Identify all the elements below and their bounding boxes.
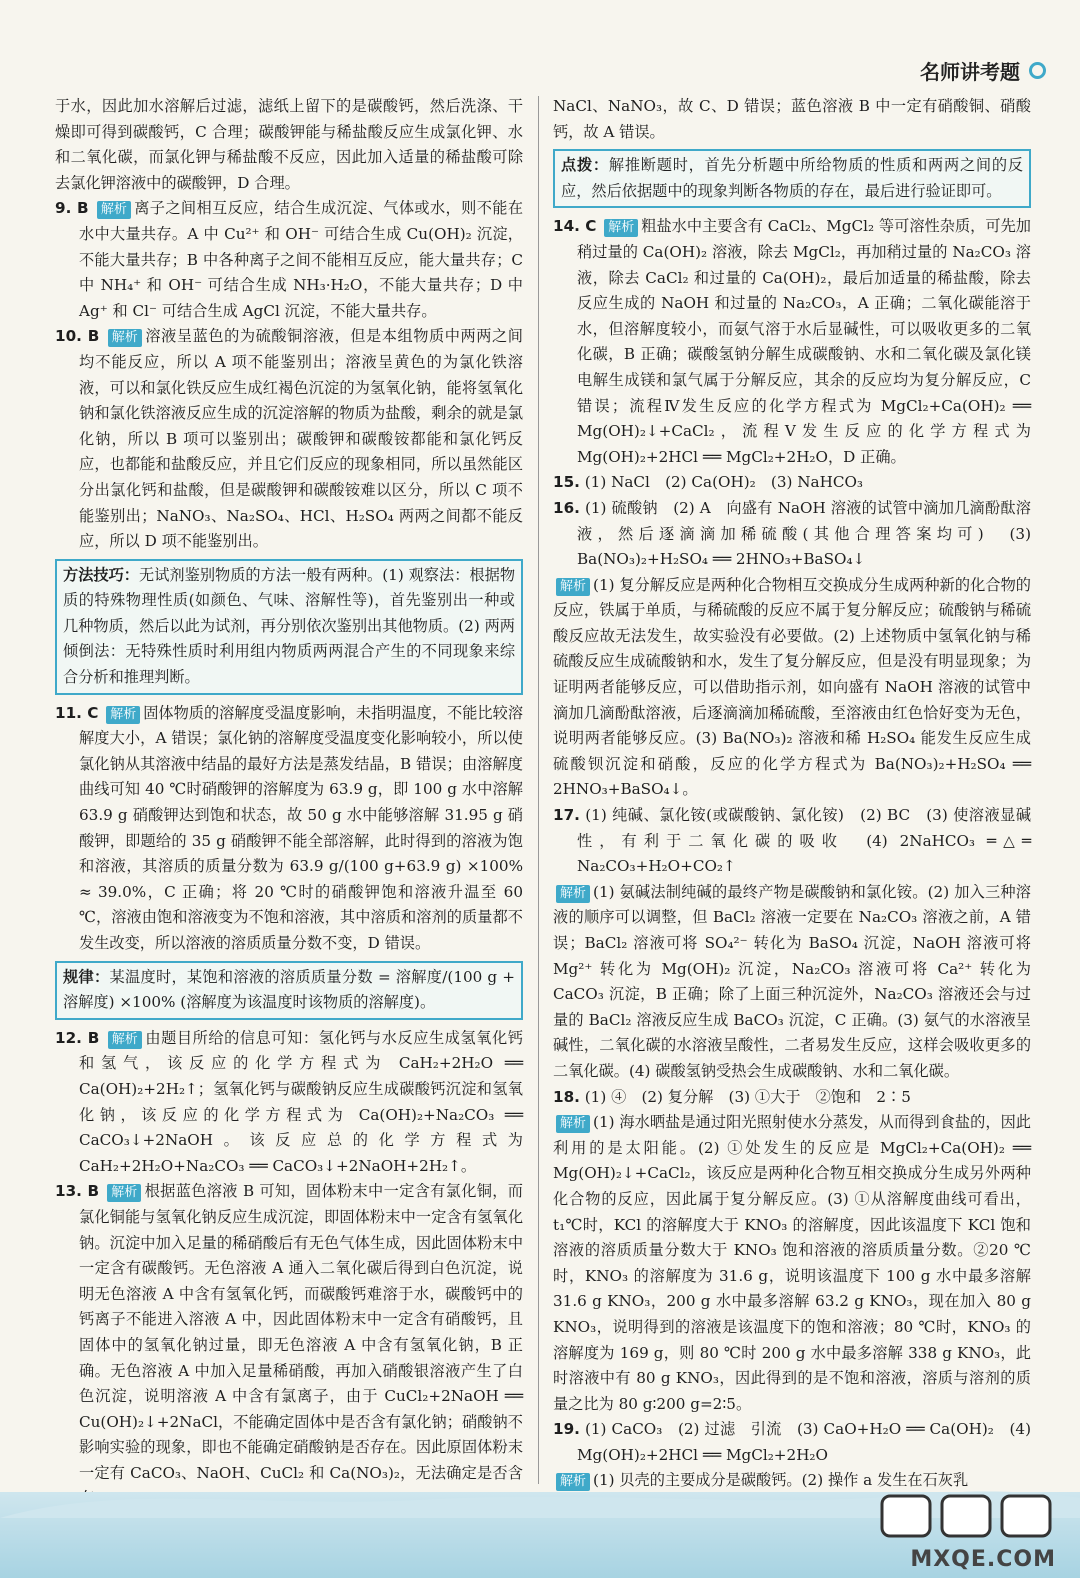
paragraph-text: (1) 海水晒盐是通过阳光照射使水分蒸发，从而得到食盐的，因此利用的是太阳能。(2) ①处发生的反应是 MgCl₂+Ca(OH)₂ ══ Mg(OH)₂↓+CaCl₂，该反应是两种化合物互相交换成分生成另外两种化合物的反应，因此属于复分解反应。(3) ①从溶解度曲线可看出，t₁℃时，KCl 的溶解度大于 KNO₃ 的溶解度，因此该温度下 KCl 饱和溶液的溶质质量分数大于 KNO₃ 饱和溶液的溶质质量分数。②20 ℃时，KNO₃ 的溶解度为 31.6 g，说明该温度下 100 g 水中最多溶解 31.6 g KNO₃，200 g 水中最多溶解 63.2 g KNO₃，现在加入 80 g KNO₃，说明得到的溶液是该温度下的饱和溶液；80 ℃时，KNO₃ 的溶解度为 169 g，则 80 ℃时 200 g 水中最多溶解 338 g KNO₃，此时溶液中有 80 g KNO₃，因此得到的是不饱和溶液，溶质与溶剂的质量之比为 80 g∶200 g=2∶5。	[553, 1113, 1031, 1413]
analysis-tag: 解析	[556, 885, 590, 903]
page-header	[0, 0, 1080, 96]
question-item	[55, 196, 523, 324]
question-item	[55, 701, 523, 957]
question-number: 18.	[553, 1087, 580, 1106]
question-number: 13. B	[55, 1182, 100, 1201]
paragraph-text: (1) ④ (2) 复分解 (3) ①大于 ②饱和 2∶5	[584, 1087, 911, 1106]
analysis-tag: 解析	[604, 219, 638, 237]
question-number: 19.	[553, 1420, 580, 1439]
analysis-tag: 解析	[556, 1115, 590, 1133]
paragraph-text: 根据蓝色溶液 B 可知，固体粉末中一定含有氯化铜，而氯化铜能与氢氧化钠反应生成沉淀，即固体粉末中一定含有氢氧化钠。沉淀中加入足量的稀硝酸后有无色气体生成，因此固体粉末中一定含有碳酸钙。无色溶液 A 通入二氧化碳后得到白色沉淀，说明无色溶液 A 中含有氢氧化钙，而碳酸钙难溶于水，碳酸钙中的钙离子不能进入溶液 A 中，因此固体粉末中一定含有硝酸钙，且固体中的氢氧化钠过量，即无色溶液 A 中含有氢氧化钠，B 正确。无色溶液 A 中加入足量稀硝酸，再加入硝酸银溶液产生了白色沉淀，说明溶液 A 中含有氯离子，由于 CuCl₂+2NaOH ══ Cu(OH)₂↓+2NaCl，不能确定固体中是否含有氯化钠；硝酸钠不影响实验的现象，即也不能确定硝酸钠是否存在。因此原固体粉末一定有 CaCO₃、NaOH、CuCl₂ 和 Ca(NO₃)₂，无法确定是否含	[79, 1182, 523, 1482]
tip-label: 点拨：	[561, 156, 609, 175]
tip-box	[553, 149, 1031, 208]
analysis-tag: 解析	[107, 1184, 141, 1202]
analysis-tag: 解析	[97, 201, 131, 219]
analysis-tag: 解析	[556, 578, 590, 596]
question-number: 17.	[553, 806, 580, 825]
tip-text: 某温度时，某饱和溶液的溶质质量分数 = 溶解度/(100 g + 溶解度) ×100% (溶解度为该温度时该物质的溶解度)。	[63, 967, 516, 1012]
question-number: 12. B	[55, 1028, 100, 1047]
paragraph	[553, 573, 1031, 803]
analysis-tag: 解析	[108, 1031, 142, 1049]
left-column	[55, 94, 523, 1484]
question-item	[553, 1085, 1031, 1111]
paragraph-text: (1) CaCO₃ (2) 过滤 引流 (3) CaO+H₂O ══ Ca(OH)₂ (4) Mg(OH)₂+2HCl ══ MgCl₂+2H₂O	[577, 1420, 1031, 1464]
circle-icon	[1029, 62, 1046, 79]
question-number: 14. C	[553, 217, 597, 236]
tip-text: 解推断题时，首先分析题中所给物质的性质和两两之间的反应，然后依据题中的现象判断各物质的存在，最后进行验证即可。	[561, 156, 1024, 200]
paragraph-text: 由题目所给的信息可知：氢化钙与水反应生成氢氧化钙和氢气，该反应的化学方程式为 CaH₂+2H₂O ══ Ca(OH)₂+2H₂↑；氢氧化钙与碳酸钠反应生成碳酸钙沉淀和氢氧化钠，该反应的化学方程式为 Ca(OH)₂+Na₂CO₃ ══ CaCO₃↓+2NaOH。该反应总的化学方程式为 CaH₂+2H₂O+Na₂CO₃ ══ CaCO₃↓+2NaOH+2H₂↑。	[79, 1028, 523, 1175]
question-item	[553, 1417, 1031, 1468]
paragraph-text: (1) 复分解反应是两种化合物相互交换成分生成两种新的化合物的反应，铁属于单质，与稀硫酸的反应不属于复分解反应；硫酸钠与稀硫酸反应故无法发生，故实验没有必要做。(2) 上述物质中氢氧化钠与稀硫酸反应生成硫酸钠和水，发生了复分解反应，但是没有明显现象；为证明两者能够反应，可以借助指示剂，如向盛有 NaOH 溶液的试管中滴加几滴酚酞溶液，后逐滴滴加稀硫酸，至溶液由红色恰好变为无色，说明两者能够反应。(3) Ba(NO₃)₂ 溶液和稀 H₂SO₄ 能发生反应生成硫酸钡沉淀和硝酸，反应的化学方程式为 Ba(NO₃)₂+H₂SO₄ ══ 2HNO₃+BaSO₄↓。	[553, 575, 1031, 799]
tip-box	[55, 961, 523, 1020]
page-footer	[0, 1492, 1080, 1578]
paragraph-text: (1) NaCl (2) Ca(OH)₂ (3) NaHCO₃	[584, 473, 864, 492]
tip-label: 方法技巧：	[63, 565, 140, 584]
tip-box	[55, 559, 523, 695]
paragraph-text: 于水，因此加水溶解后过滤，滤纸上留下的是碳酸钙，然后洗涤、干燥即可得到碳酸钙，C 合理；碳酸钾能与稀盐酸反应生成氯化钾、水和二氧化碳，而氯化钾与稀盐酸不反应，因此加入适量的稀盐酸可除去氯化钾溶液中的碳酸钾，D 合理。	[55, 97, 523, 192]
paragraph	[553, 1110, 1031, 1417]
paragraph-text: 粗盐水中主要含有 CaCl₂、MgCl₂ 等可溶性杂质，可先加稍过量的 Ca(OH)₂ 溶液，除去 MgCl₂，再加稍过量的 Na₂CO₃ 溶液，除去 CaCl₂ 和过量的 Ca(OH)₂，最后加适量的稀盐酸，除去反应生成的 NaOH 和过量的 Na₂CO₃，A 正确；二氧化碳能溶于水，但溶解度较小，而氨气溶于水后显碱性，可以吸收更多的二氧化碳，B 正确；碳酸氢钠分解生成碳酸钠、水和二氧化碳及氯化镁电解生成镁和氯气属于分解反应，其余的反应均为复分解反应，C 错误；流程Ⅳ发生反应的化学方程式为 MgCl₂+Ca(OH)₂ ══ Mg(OH)₂↓+CaCl₂，流程Ⅴ发生反应的化学方程式为 Mg(OH)₂+2HCl ══ MgCl₂+2H₂O，D 正确。	[577, 217, 1031, 466]
paragraph-text: (1) 贝壳的主要成分是碳酸钙。(2) 操作 a 发生在石灰乳	[593, 1471, 969, 1490]
paragraph-text: 溶液呈蓝色的为硫酸铜溶液，但是本组物质中两两之间均不能反应，所以 A 项不能鉴别出；溶液呈黄色的为氯化铁溶液，可以和氯化铁反应生成红褐色沉淀的为氢氧化钠，能将氢氧化钠和氯化铁溶液反应生成的沉淀溶解的物质为盐酸，剩余的就是氯化钠，所以 B 项可以鉴别出；碳酸钾和碳酸铵都能和氯化钙反应，也都能和盐酸反应，并且它们反应的现象相同，所以虽然能区分出氯化钙和盐酸，但是碳酸钾和碳酸铵难以区分，所以 C 项不能鉴别出；NaNO₃、Na₂SO₄、HCl、H₂SO₄ 两两之间都不能反应，所以 D 项不能鉴别出。	[79, 327, 523, 551]
paragraph-text: NaCl、NaNO₃，故 C、D 错误；蓝色溶液 B 中一定有硝酸铜、硝酸钙，故 A 错误。	[553, 97, 1031, 141]
question-item	[553, 496, 1031, 573]
paragraph	[553, 94, 1031, 145]
question-item	[55, 1026, 523, 1180]
column-divider	[538, 96, 539, 1484]
watermark-text: MXQE.COM	[910, 1547, 1056, 1572]
tip-label: 规律：	[63, 967, 110, 986]
paragraph	[553, 880, 1031, 1085]
analysis-tag: 解析	[108, 329, 142, 347]
paragraph-text: (1) 氨碱法制纯碱的最终产物是碳酸钠和氯化铵。(2) 加入三种溶液的顺序可以调整，但 BaCl₂ 溶液一定要在 Na₂CO₃ 溶液之前，A 错误；BaCl₂ 溶液可将 SO₄²⁻ 转化为 BaSO₄ 沉淀，NaOH 溶液可将 Mg²⁺ 转化为 Mg(OH)₂ 沉淀，Na₂CO₃ 溶液可将 Ca²⁺ 转化为 CaCO₃ 沉淀，B 正确；除了上面三种沉淀外，Na₂CO₃ 溶液还会与过量的 BaCl₂ 溶液反应生成 BaCO₃ 沉淀，C 正确。(3) 氨气的水溶液呈碱性，二氧化碳的水溶液呈酸性，二者易发生反应，这样会吸收更多的二氧化碳。(4) 碳酸氢钠受热会生成碳酸钠、水和二氧化碳。	[553, 882, 1031, 1080]
analysis-tag: 解析	[556, 1473, 590, 1491]
analysis-tag: 解析	[106, 706, 140, 724]
paragraph-text: (1) 纯碱、氯化铵(或碳酸钠、氯化铵) (2) BC (3) 使溶液显碱性，有利于二氧化碳的吸收 (4) 2NaHCO₃ ═△═ Na₂CO₃+H₂O+CO₂↑	[577, 806, 1032, 876]
question-item	[553, 470, 1031, 496]
question-number: 11. C	[55, 703, 99, 722]
paragraph-text: 固体物质的溶解度受温度影响，未指明温度，不能比较溶解度大小，A 错误；氯化钠的溶解度受温度变化影响较小，所以使氯化钠从其溶液中结晶的最好方法是蒸发结晶，B 错误；由溶解度曲线可知 40 ℃时硝酸钾的溶解度为 63.9 g，即 100 g 水中溶解 63.9 g 硝酸钾达到饱和状态，故 50 g 水中能够溶解 31.95 g 硝酸钾，即题给的 35 g 硝酸钾不能全部溶解，此时得到的溶液为饱和溶液，其溶质的质量分数为 63.9 g/(100 g+63.9 g) ×100% ≈ 39.0%，C 正确；将 20 ℃时的硝酸钾饱和溶液升温至 60 ℃，溶液由饱和溶液变为不饱和溶液，其中溶质和溶剂的质量都不发生改变，所以溶液的溶质质量分数不变，D 错误。	[79, 703, 524, 952]
question-item	[553, 214, 1031, 470]
right-column	[553, 94, 1032, 1490]
question-item	[55, 324, 523, 554]
paragraph-text: (1) 硫酸钠 (2) A 向盛有 NaOH 溶液的试管中滴加几滴酚酞溶液，然后逐滴滴加稀硫酸(其他合理答案均可) (3) Ba(NO₃)₂+H₂SO₄ ══ 2HNO₃+BaSO₄↓	[577, 498, 1031, 569]
question-number: 16.	[553, 498, 580, 517]
question-number: 15.	[553, 473, 580, 492]
question-item	[55, 1179, 523, 1512]
question-number: 9. B	[55, 199, 89, 218]
section-title: 名师讲考题	[920, 60, 1020, 84]
tip-text: 无试剂鉴别物质的方法一般有两种。(1) 观察法：根据物质的特殊物理性质(如颜色、气味、溶解性等)，首先鉴别出一种或几种物质，然后以此为试剂，再分别依次鉴别出其他物质。(2) 两两倾倒法：无特殊性质时利用组内物质两两混合产生的不同现象来综合分析和推理判断。	[63, 565, 516, 687]
paragraph	[55, 94, 523, 196]
question-item	[553, 803, 1031, 880]
paragraph-text: 离子之间相互反应，结合生成沉淀、气体或水，则不能在水中大量共存。A 中 Cu²⁺ 和 OH⁻ 可结合生成 Cu(OH)₂ 沉淀，不能大量共存；B 中各种离子之间不能相互反应，能大量共存；C 中 NH₄⁺ 和 OH⁻ 可结合生成 NH₃·H₂O，不能大量共存；D 中 Ag⁺ 和 Cl⁻ 可结合生成 AgCl 沉淀，不能大量共存。	[79, 199, 524, 320]
question-number: 10. B	[55, 327, 100, 346]
